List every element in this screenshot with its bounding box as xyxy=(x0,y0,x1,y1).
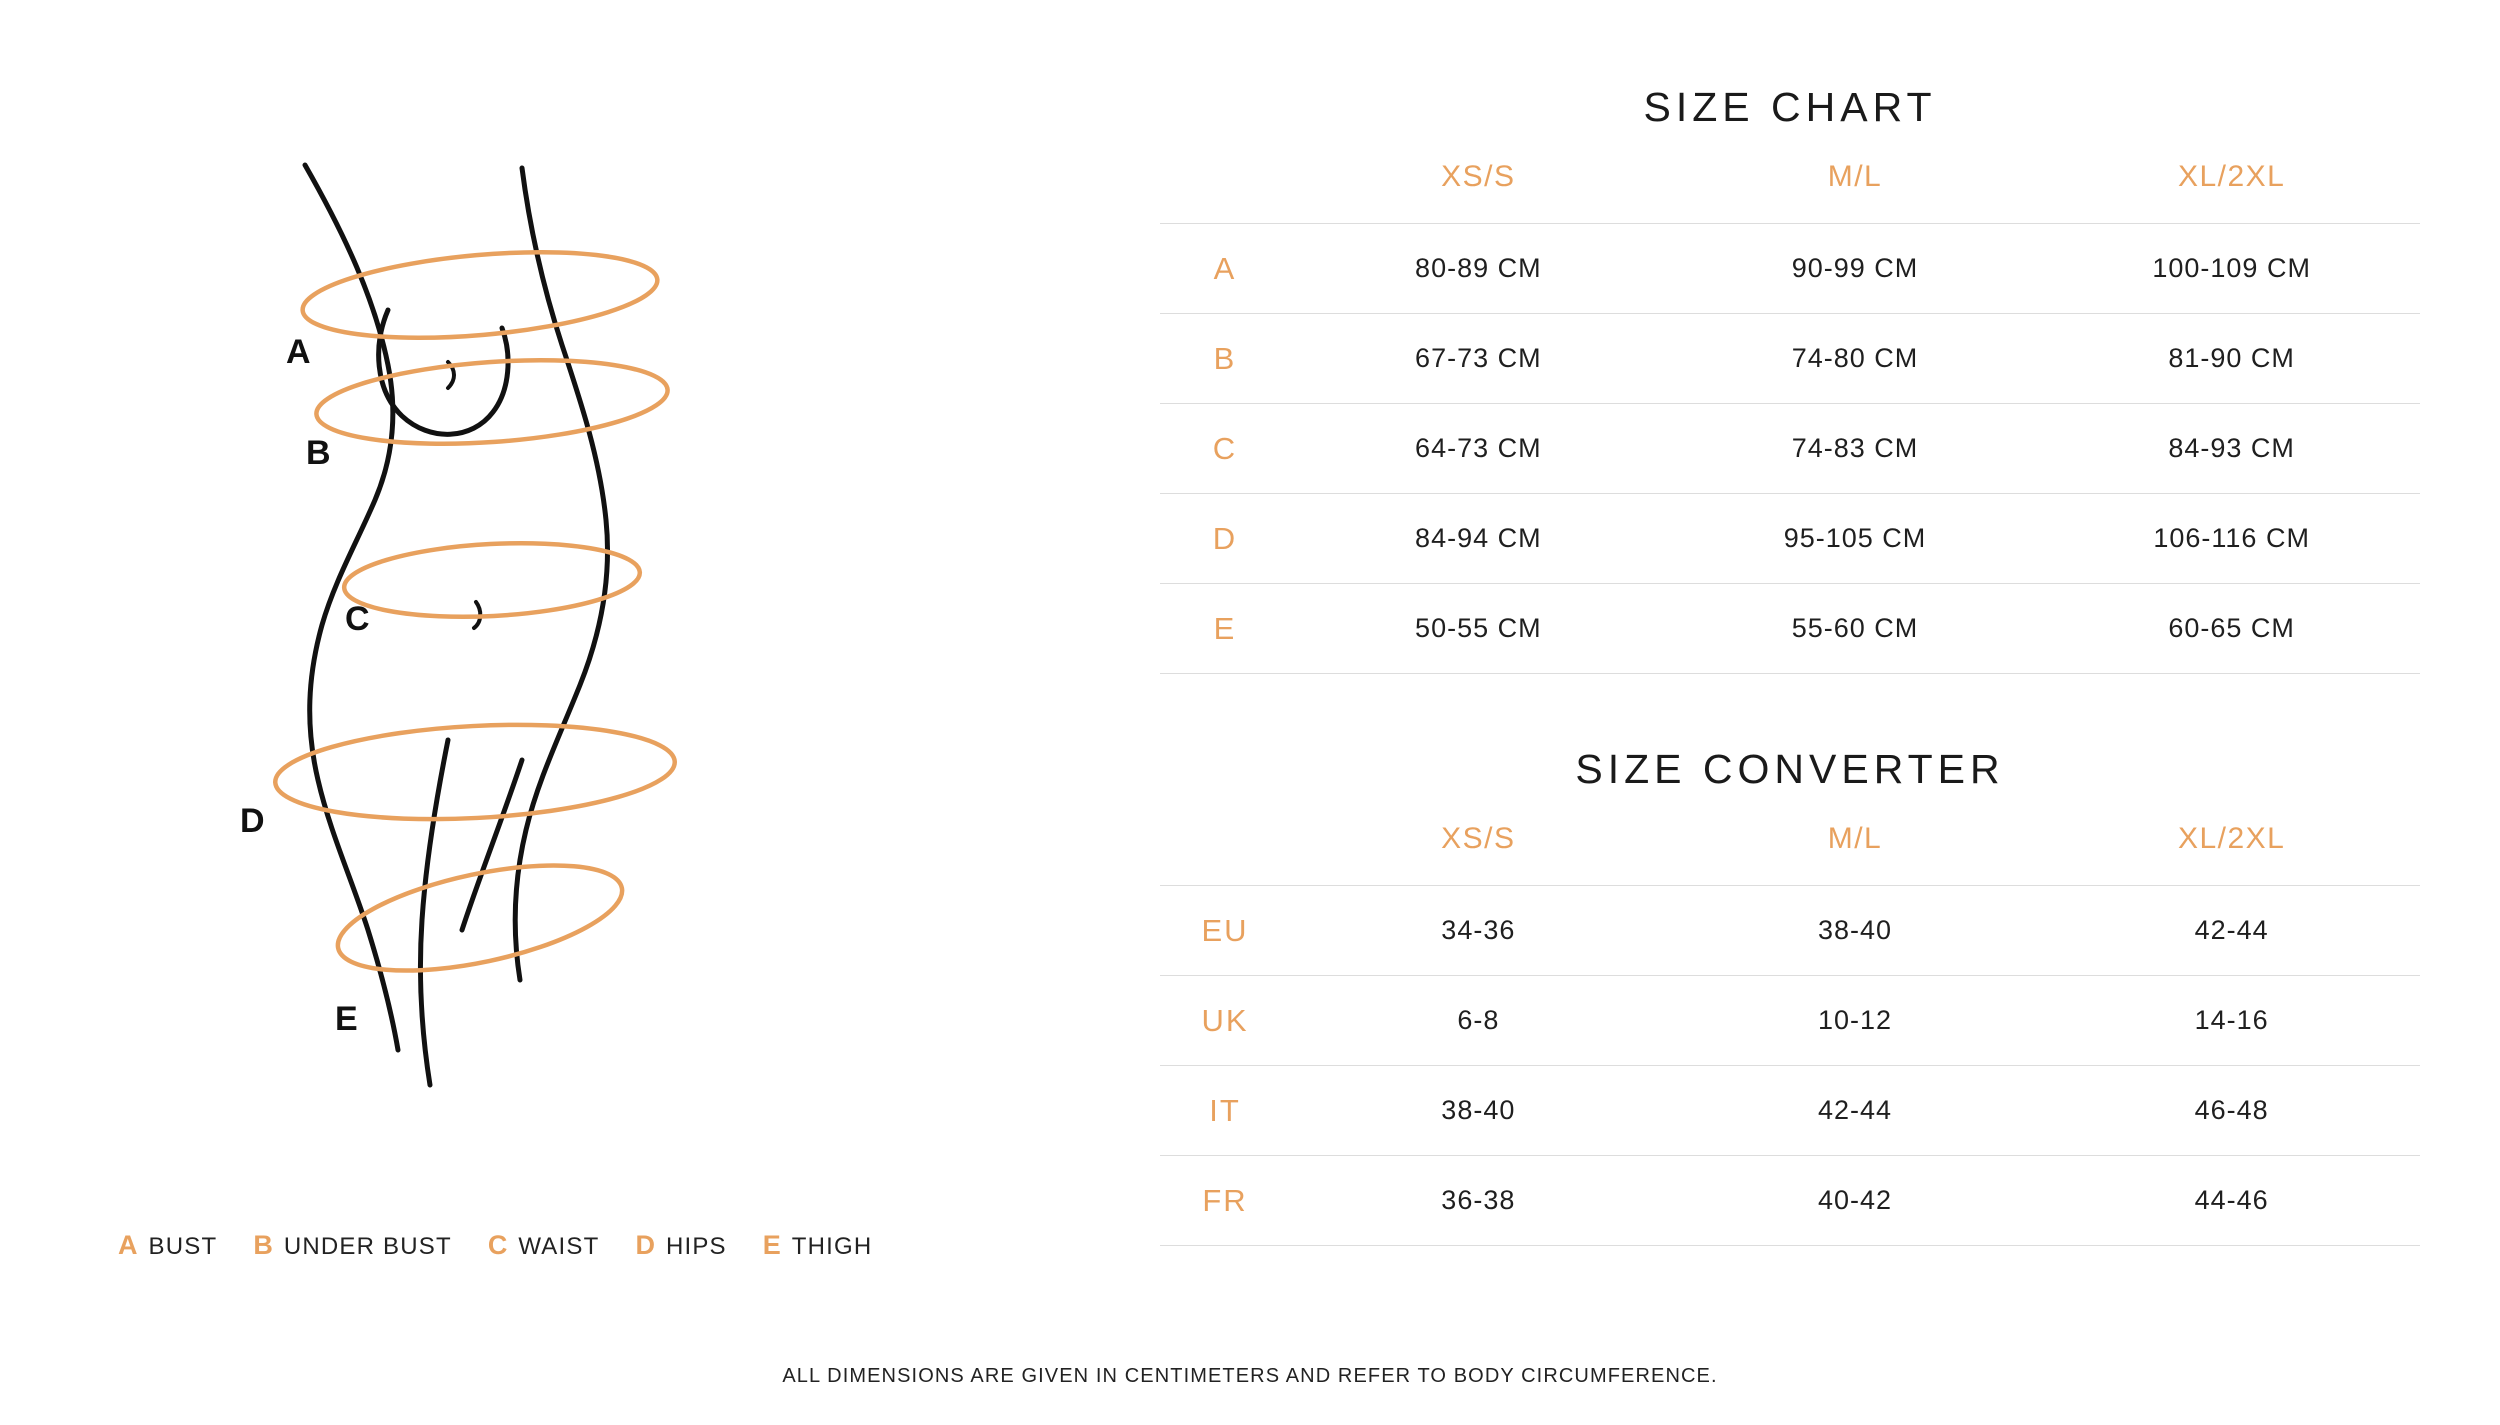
size-converter-title: SIZE CONVERTER xyxy=(1575,746,2005,792)
size-converter-header-xs-s: XS/S xyxy=(1441,822,1516,855)
figure-marker-a: A xyxy=(286,333,312,371)
legend-item-bust xyxy=(118,1230,217,1261)
size-converter-cell: 44-46 xyxy=(2194,1185,2269,1215)
size-converter-cell: 6-8 xyxy=(1457,1005,1500,1035)
size-chart-row-key: D xyxy=(1212,520,1238,556)
size-chart-cell: 100-109 CM xyxy=(2152,253,2311,283)
table-row xyxy=(1160,494,2420,584)
table-header-row xyxy=(1160,131,2420,224)
figure-marker-e: E xyxy=(335,1000,359,1038)
table-row xyxy=(1160,584,2420,674)
size-converter-cell: 36-38 xyxy=(1441,1185,1516,1215)
table-row xyxy=(1160,1156,2420,1246)
size-chart-cell: 84-94 CM xyxy=(1415,523,1542,553)
size-converter-row-key: UK xyxy=(1201,1002,1249,1038)
size-chart-title: SIZE CHART xyxy=(1643,84,1937,130)
legend-label: BUST xyxy=(148,1233,218,1260)
legend-label: THIGH xyxy=(791,1233,873,1260)
size-converter-cell: 40-42 xyxy=(1817,1185,1893,1215)
size-chart-row-key: C xyxy=(1212,430,1238,466)
size-converter-row-key: EU xyxy=(1201,912,1249,948)
size-converter-header-xl-2xl: XL/2XL xyxy=(2177,822,2286,855)
legend-key: E xyxy=(762,1230,782,1260)
legend-label: UNDER BUST xyxy=(283,1233,452,1260)
size-chart-cell: 74-83 CM xyxy=(1791,433,1919,463)
size-converter-cell: 38-40 xyxy=(1817,915,1893,945)
tables-panel xyxy=(1080,0,2500,1425)
size-chart-cell: 60-65 CM xyxy=(2168,613,2295,643)
legend-key: C xyxy=(487,1230,509,1260)
size-chart-cell: 84-93 CM xyxy=(2168,433,2295,463)
table-row xyxy=(1160,1066,2420,1156)
size-chart-cell: 55-60 CM xyxy=(1791,613,1919,643)
size-converter-cell: 46-48 xyxy=(2194,1095,2269,1125)
legend-label: HIPS xyxy=(665,1233,727,1260)
size-chart-cell: 106-116 CM xyxy=(2153,523,2310,553)
table-row xyxy=(1160,886,2420,976)
table-row xyxy=(1160,976,2420,1066)
table-header-row xyxy=(1160,793,2420,886)
size-chart-cell: 81-90 CM xyxy=(2168,343,2295,373)
body-figure-panel xyxy=(0,0,1080,1425)
size-chart-header-corner xyxy=(1160,131,1290,224)
size-chart-row-key: B xyxy=(1213,340,1237,376)
body-figure-illustration xyxy=(130,140,930,1160)
figure-marker-b: B xyxy=(306,434,332,472)
size-chart-header-xl-2xl: XL/2XL xyxy=(2177,160,2286,193)
legend-item-hips xyxy=(635,1230,726,1261)
legend-item-waist xyxy=(488,1230,600,1261)
figure-marker-d: D xyxy=(240,802,266,840)
figure-marker-c: C xyxy=(345,600,371,638)
size-chart-cell: 80-89 CM xyxy=(1415,253,1542,283)
size-converter-cell: 10-12 xyxy=(1817,1005,1893,1035)
size-chart-cell: 67-73 CM xyxy=(1415,343,1542,373)
size-chart-header-m-l: M/L xyxy=(1827,160,1883,193)
legend-key: D xyxy=(635,1230,656,1260)
size-chart-cell: 74-80 CM xyxy=(1791,343,1919,373)
table-row xyxy=(1160,404,2420,494)
size-converter-cell: 34-36 xyxy=(1441,915,1516,945)
legend-item-thigh xyxy=(763,1230,873,1261)
size-converter-header-corner xyxy=(1160,793,1290,886)
size-converter-header-m-l: M/L xyxy=(1827,822,1883,855)
legend-label: WAIST xyxy=(518,1233,600,1260)
legend-item-under-bust xyxy=(253,1230,452,1261)
footnote-text: ALL DIMENSIONS ARE GIVEN IN CENTIMETERS AND REFER TO BODY CIRCUMFERENCE. xyxy=(782,1365,1718,1387)
size-chart-cell: 64-73 CM xyxy=(1415,433,1542,463)
size-converter-cell: 42-44 xyxy=(1817,1095,1893,1125)
table-row xyxy=(1160,224,2420,314)
size-converter-cell: 42-44 xyxy=(2194,915,2269,945)
size-converter-cell: 14-16 xyxy=(2194,1005,2269,1035)
size-chart-row-key: E xyxy=(1213,610,1237,646)
legend-key: B xyxy=(253,1230,274,1260)
table-row xyxy=(1160,314,2420,404)
legend-key: A xyxy=(118,1230,139,1260)
size-chart-cell: 95-105 CM xyxy=(1783,523,1927,553)
size-chart-cell: 50-55 CM xyxy=(1415,613,1542,643)
size-chart-table xyxy=(1160,131,2420,674)
size-chart-cell: 90-99 CM xyxy=(1791,253,1919,283)
size-converter-table xyxy=(1160,793,2420,1246)
figure-legend xyxy=(118,1230,1018,1261)
size-converter-row-key: IT xyxy=(1209,1092,1241,1128)
size-chart-header-xs-s: XS/S xyxy=(1441,160,1516,193)
size-chart-row-key: A xyxy=(1213,250,1237,286)
size-converter-row-key: FR xyxy=(1202,1182,1248,1218)
size-converter-cell: 38-40 xyxy=(1441,1095,1516,1125)
